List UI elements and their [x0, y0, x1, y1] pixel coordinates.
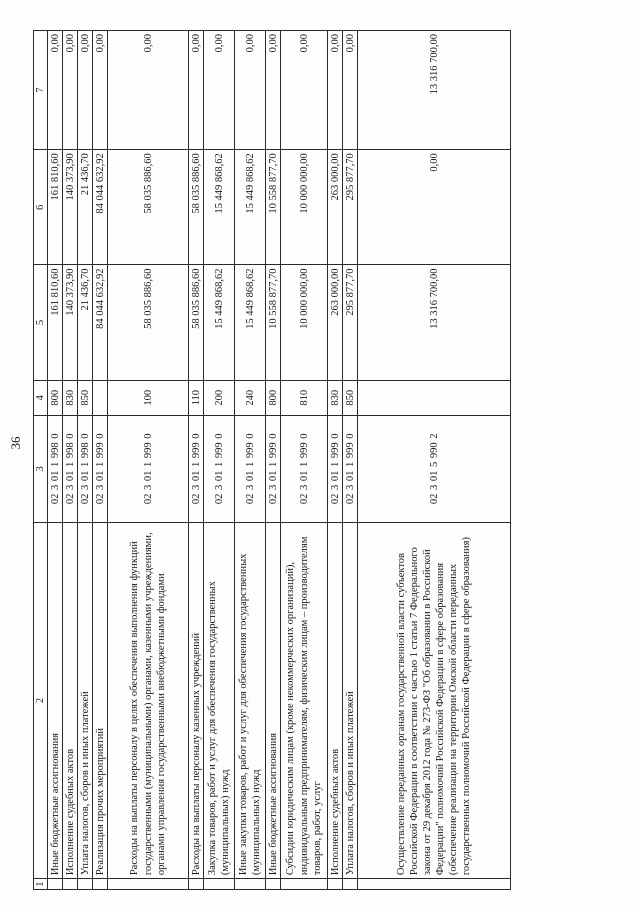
- row-vr: 800: [48, 380, 63, 415]
- row-amount-6: 263 000,00: [328, 150, 343, 265]
- header-row: [34, 31, 48, 890]
- row-code: 02 3 01 1 999 0: [343, 415, 358, 522]
- row-code: 02 3 01 1 999 0: [266, 415, 281, 522]
- row-code: 02 3 01 1 998 0: [48, 415, 63, 522]
- row-code: 02 3 01 1 999 0: [204, 415, 235, 522]
- row-amount-6: 10 558 877,70: [266, 150, 281, 265]
- row-amount-5: 13 316 700,00: [358, 265, 511, 380]
- row-name: Исполнение судебных актов: [63, 522, 78, 878]
- row-code: 02 3 01 1 999 0: [281, 415, 328, 522]
- row-amount-7: 0,00: [235, 31, 266, 150]
- row-amount-5: 10 558 877,70: [266, 265, 281, 380]
- row-name: Уплата налогов, сборов и иных платежей: [343, 522, 358, 878]
- row-amount-5: 263 000,00: [328, 265, 343, 380]
- row-vr: 110: [189, 380, 204, 415]
- row-amount-7: 0,00: [78, 31, 93, 150]
- table-row: [108, 31, 189, 890]
- row-vr: 850: [343, 380, 358, 415]
- col-header-2: 2: [34, 522, 48, 878]
- row-amount-6: 58 035 886,60: [108, 150, 189, 265]
- row-amount-6: 0,00: [358, 150, 511, 265]
- row-amount-7: 0,00: [328, 31, 343, 150]
- row-amount-5: 21 436,70: [78, 265, 93, 380]
- row-amount-5: 295 877,70: [343, 265, 358, 380]
- row-name: Иные бюджетные ассигнования: [48, 522, 63, 878]
- row-amount-6: 140 373,90: [63, 150, 78, 265]
- col-header-1: 1: [34, 879, 48, 890]
- table-row: [48, 31, 63, 890]
- row-code: 02 3 01 1 999 0: [235, 415, 266, 522]
- row-vr: 100: [108, 380, 189, 415]
- row-name: Иные бюджетные ассигнования: [266, 522, 281, 878]
- table-row: [63, 31, 78, 890]
- row-amount-6: 84 044 632,92: [93, 150, 108, 265]
- row-amount-6: 161 810,60: [48, 150, 63, 265]
- row-vr: 850: [78, 380, 93, 415]
- table-row: [93, 31, 108, 890]
- row-amount-6: 10 000 000,00: [281, 150, 328, 265]
- row-name: Расходы на выплаты персоналу казенных учреждений: [189, 522, 204, 878]
- row-name: Закупка товаров, работ и услуг для обеспечения государственных (муниципальных) нужд: [204, 522, 235, 878]
- row-code: 02 3 01 1 999 0: [93, 415, 108, 522]
- row-code: 02 3 01 1 998 0: [63, 415, 78, 522]
- table-row: [189, 31, 204, 890]
- row-name: Субсидии юридическим лицам (кроме некоммерческих организаций), индивидуальным предпринимателям, физическим лицам – производителям товаров, работ, услуг: [281, 522, 328, 878]
- row-amount-5: 15 449 868,62: [235, 265, 266, 380]
- row-vr: 800: [266, 380, 281, 415]
- row-vr: [93, 380, 108, 415]
- row-amount-6: 15 449 868,62: [204, 150, 235, 265]
- col-header-6: 6: [34, 150, 48, 265]
- row-code: 02 3 01 1 999 0: [108, 415, 189, 522]
- row-amount-6: 15 449 868,62: [235, 150, 266, 265]
- table-row: [343, 31, 358, 890]
- row-amount-7: 0,00: [93, 31, 108, 150]
- table-row: [266, 31, 281, 890]
- row-name: Реализация прочих мероприятий: [93, 522, 108, 878]
- row-name: Осуществление переданных органам государственной власти субъектов Российской Федерации в соответствии с частью 1 статьи 7 Федерального закона от 29 декабря 2012 года № 273-ФЗ "Об образовании в Российской Федерации" полномочий Российской Федерации в сфере образования (обеспечение реализации на территории Омской области переданных государственных полномочий Российской Федерации в сфере образования): [358, 522, 511, 878]
- row-amount-5: 58 035 886,60: [189, 265, 204, 380]
- row-vr: 810: [281, 380, 328, 415]
- table-row: [358, 31, 511, 890]
- table-row: [328, 31, 343, 890]
- table-row: [281, 31, 328, 890]
- row-amount-6: 295 877,70: [343, 150, 358, 265]
- row-vr: [358, 380, 511, 415]
- row-vr: 830: [328, 380, 343, 415]
- table-row: [204, 31, 235, 890]
- row-amount-7: 0,00: [343, 31, 358, 150]
- row-amount-7: 0,00: [189, 31, 204, 150]
- row-vr: 200: [204, 380, 235, 415]
- row-vr: 240: [235, 380, 266, 415]
- row-amount-5: 84 044 632,92: [93, 265, 108, 380]
- row-amount-5: 161 810,60: [48, 265, 63, 380]
- row-code: 02 3 01 5 990 2: [358, 415, 511, 522]
- col-header-3: 3: [34, 415, 48, 522]
- row-amount-7: 0,00: [266, 31, 281, 150]
- row-name: Уплата налогов, сборов и иных платежей: [78, 522, 93, 878]
- row-amount-6: 21 436,70: [78, 150, 93, 265]
- page-number: 36: [8, 436, 23, 450]
- row-code: 02 3 01 1 999 0: [328, 415, 343, 522]
- row-amount-6: 58 035 886,60: [189, 150, 204, 265]
- table-row: [235, 31, 266, 890]
- row-amount-5: 140 373,90: [63, 265, 78, 380]
- row-amount-7: 13 316 700,00: [358, 31, 511, 150]
- budget-table: [33, 30, 511, 890]
- col-header-4: 4: [34, 380, 48, 415]
- row-name: Расходы на выплаты персоналу в целях обеспечения выполнения функций государственными (муниципальными) органами, казенными учреждениями, органами управления государственными внебюджетными фондами: [108, 522, 189, 878]
- row-amount-7: 0,00: [204, 31, 235, 150]
- row-name: Исполнение судебных актов: [328, 522, 343, 878]
- row-amount-7: 0,00: [108, 31, 189, 150]
- col-header-5: 5: [34, 265, 48, 380]
- row-amount-7: 0,00: [48, 31, 63, 150]
- row-amount-7: 0,00: [63, 31, 78, 150]
- row-amount-5: 15 449 868,62: [204, 265, 235, 380]
- row-amount-7: 0,00: [281, 31, 328, 150]
- row-code: 02 3 01 1 999 0: [189, 415, 204, 522]
- col-header-7: 7: [34, 31, 48, 150]
- row-amount-5: 58 035 886,60: [108, 265, 189, 380]
- row-name: Иные закупки товаров, работ и услуг для обеспечения государственных (муниципальных) нужд: [235, 522, 266, 878]
- row-amount-5: 10 000 000,00: [281, 265, 328, 380]
- row-vr: 830: [63, 380, 78, 415]
- table-row: [78, 31, 93, 890]
- row-code: 02 3 01 1 998 0: [78, 415, 93, 522]
